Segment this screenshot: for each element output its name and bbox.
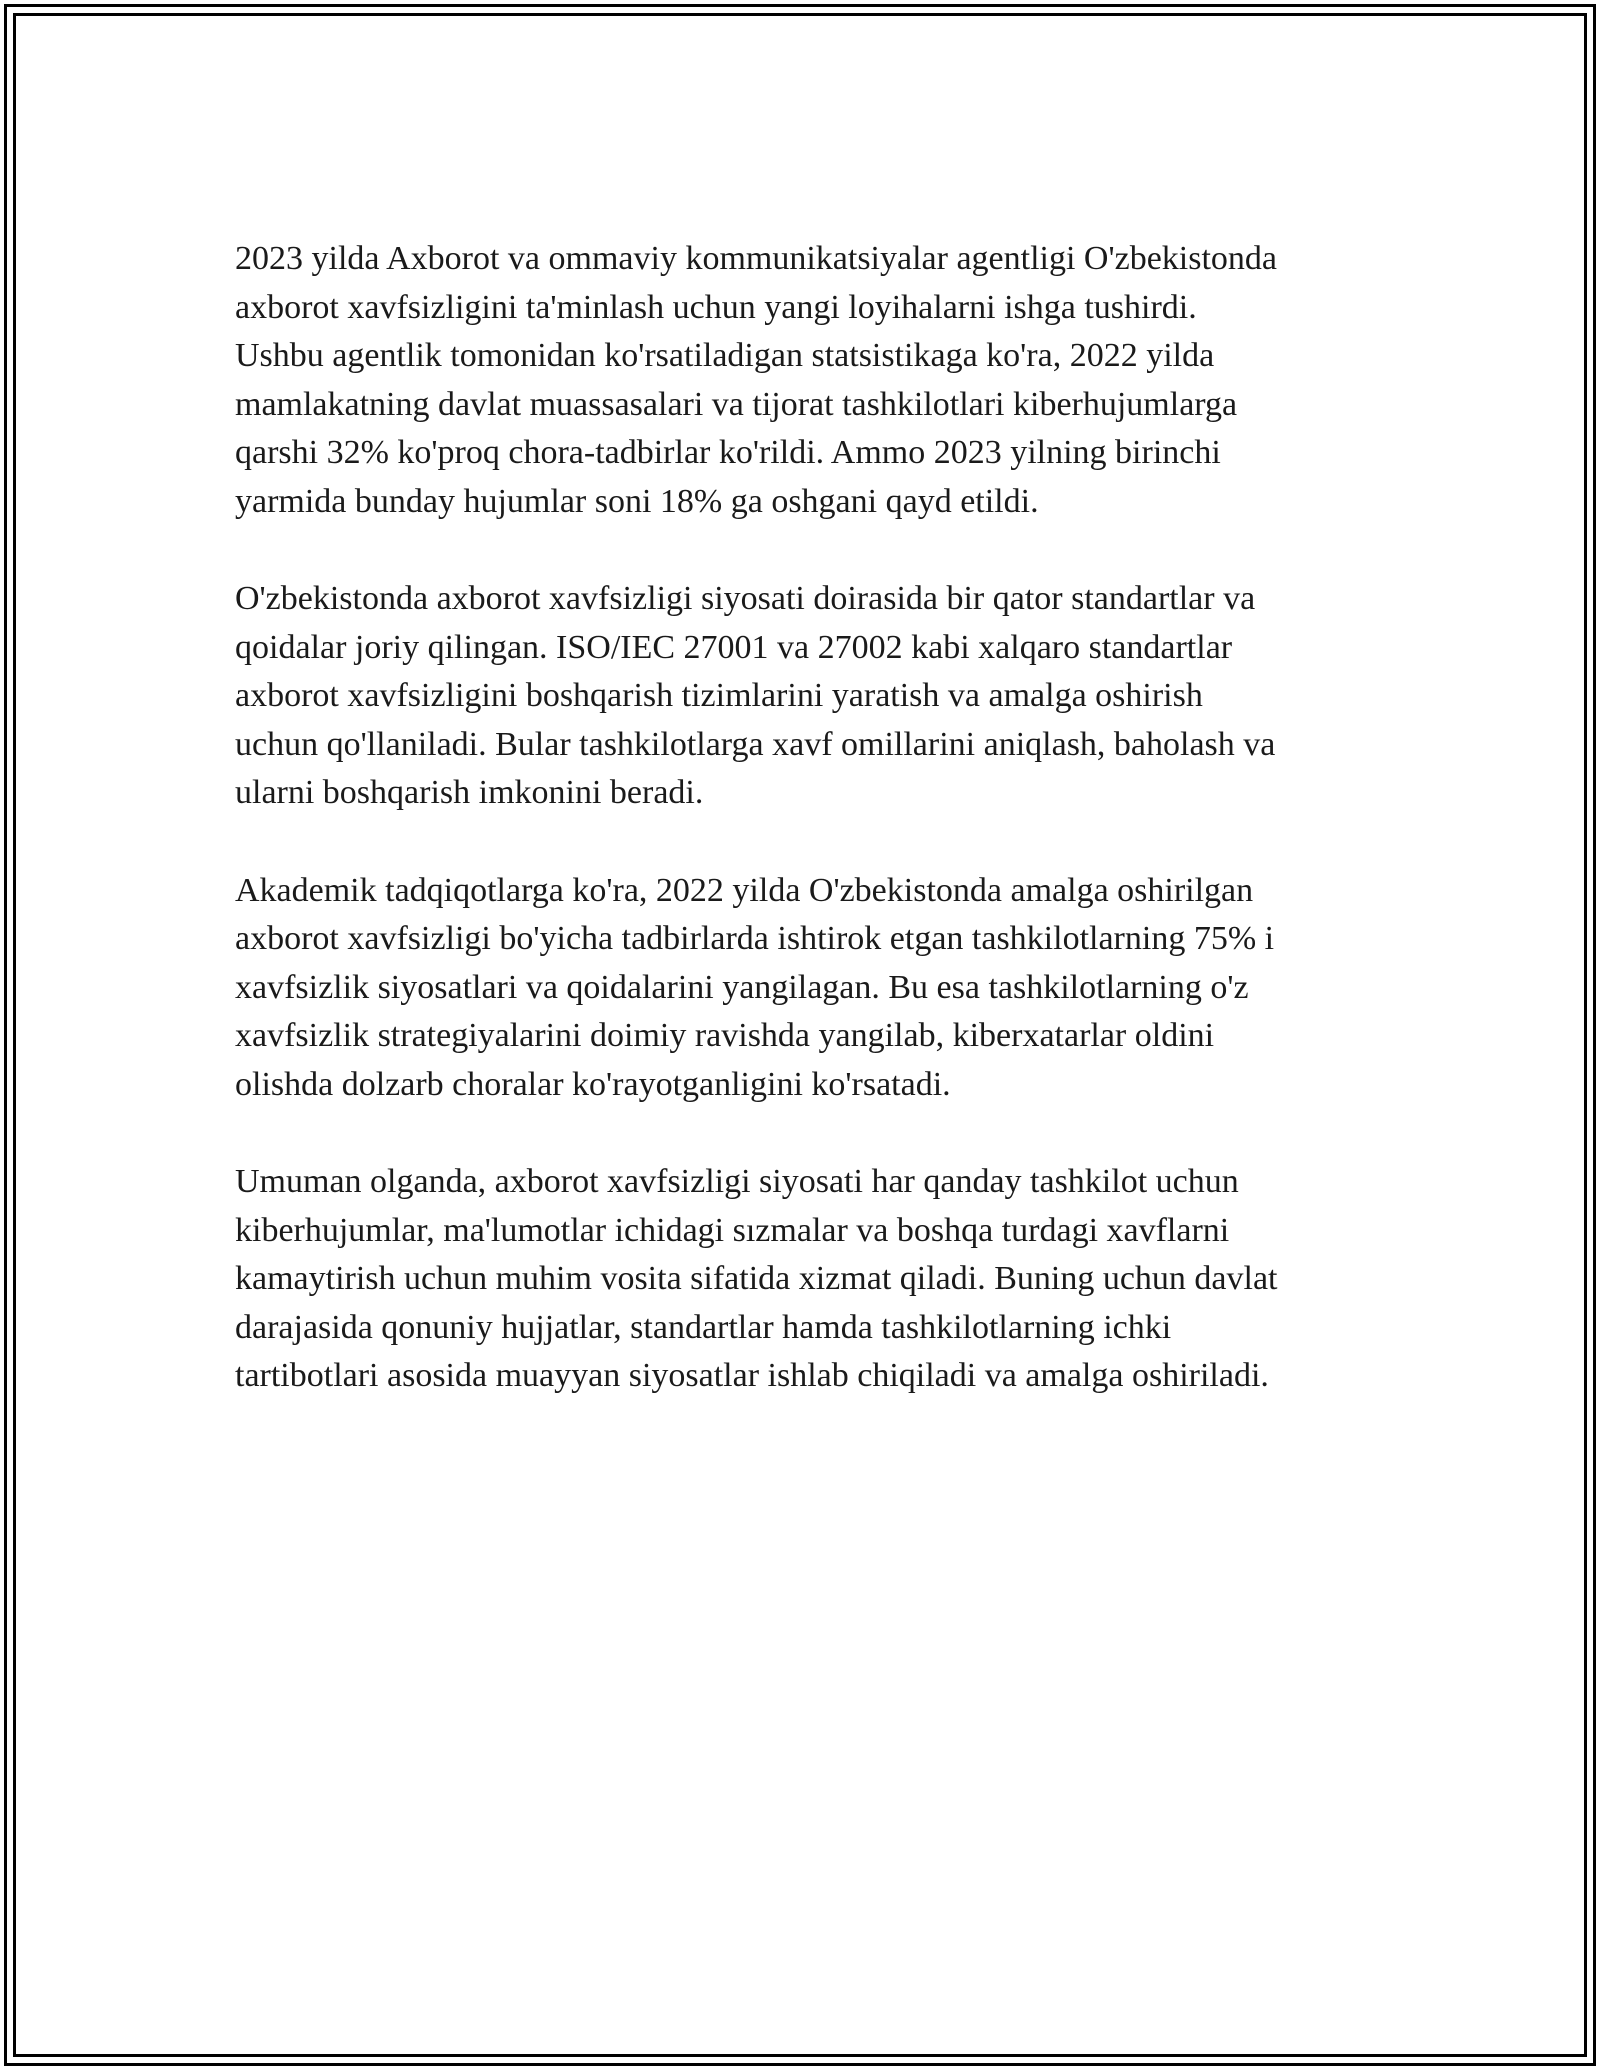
text-line: axborot xavfsizligini boshqarish tizimlarini yaratish va amalga oshirish [235,677,1203,714]
text-line: axborot xavfsizligini ta'minlash uchun yangi loyihalarni ishga tushirdi. [235,288,1197,326]
paragraph-2 [235,575,1375,818]
text-line: O'zbekistonda axborot xavfsizligi siyosati doirasida bir qator standartlar va [235,580,1256,617]
text-line: darajasida qonuniy hujjatlar, standartlar hamda tashkilotlarning ichki [235,1308,1172,1346]
text-line: yarmida bunday hujumlar soni 18% ga oshgani qayd etildi. [235,482,1039,520]
paragraph-1 [235,235,1375,526]
text-line: kamaytirish uchun muhim vosita sifatida xizmat qiladi. Buning uchun davlat [235,1260,1278,1297]
text-line: qarshi 32% ko'proq chora-tadbirlar ko'rildi. Ammo 2023 yilning birinchi [235,434,1221,471]
text-line: xavfsizlik strategiyalarini doimiy ravishda yangilab, kiberxatarlar oldini [235,1017,1215,1054]
text-line: tartibotlari asosida muayyan siyosatlar ishlab chiqiladi va amalga oshiriladi. [235,1357,1269,1394]
text-line: kiberhujumlar, ma'lumotlar ichidagi sızmalar va boshqa turdagi xavflarni [235,1211,1230,1249]
document-body [235,235,1375,1450]
text-line: qoidalar joriy qilingan. ISO/IEC 27001 va 27002 kabi xalqaro standartlar [235,628,1233,666]
text-line: Umuman olganda, axborot xavfsizligi siyosati har qanday tashkilot uchun [235,1163,1239,1200]
text-line: olishda dolzarb choralar ko'rayotganligini ko'rsatadi. [235,1065,951,1103]
text-line: xavfsizlik siyosatlari va qoidalarini yangilagan. Bu esa tashkilotlarning o'z [235,968,1249,1006]
paragraph-3 [235,867,1375,1110]
text-line: mamlakatning davlat muassasalari va tijorat tashkilotlari kiberhujumlarga [235,385,1238,423]
text-line: Ushbu agentlik tomonidan ko'rsatiladigan statsistikaga ko'ra, 2022 yilda [235,337,1215,374]
text-line: uchun qo'llaniladi. Bular tashkilotlarga xavf omillarini aniqlash, baholash va [235,725,1276,763]
text-line: 2023 yilda Axborot va ommaviy kommunikatsiyalar agentligi O'zbekistonda [235,240,1277,277]
paragraph-4 [235,1158,1375,1401]
text-line: ularni boshqarish imkonini beradi. [235,774,704,811]
text-line: axborot xavfsizligi bo'yicha tadbirlarda ishtirok etgan tashkilotlarning 75% i [235,920,1275,957]
text-line: Akademik tadqiqotlarga ko'ra, 2022 yilda O'zbekistonda amalga oshirilgan [235,871,1254,909]
